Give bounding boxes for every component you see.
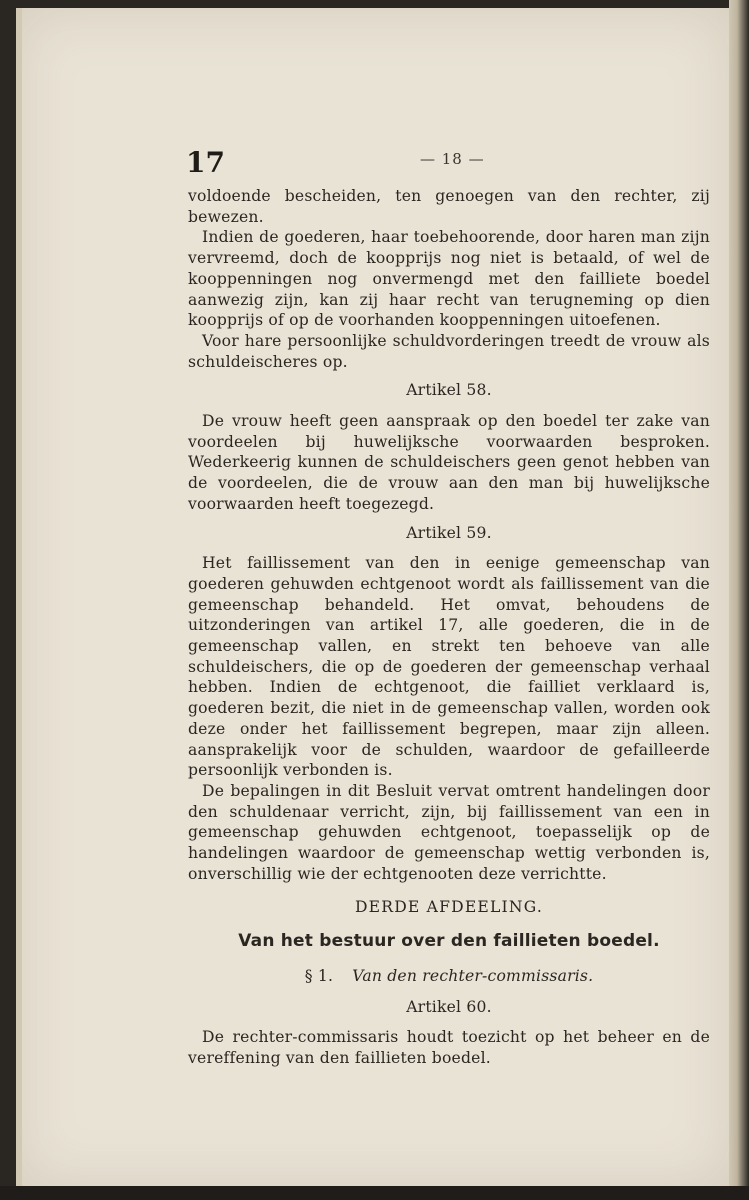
paragraph-title: Van den rechter-commissaris.	[352, 966, 594, 985]
paragraph-mark: § 1.	[304, 966, 334, 985]
article-text: De rechter-commissaris houdt toezicht op het beheer en de vereffening van den faillieten boedel.	[188, 1028, 710, 1068]
article-text: De bepalingen in dit Besluit vervat omtrent handelingen door den schuldenaar verricht, zijn, bij faillissement van een in gemeenschap gehuwden echtgenoot, toepasselijk op de handelingen waardoor de gemeenschap wettig verbonden is, onverschillig wie der echtgenooten deze verrichtte.	[188, 781, 710, 883]
paragraph: Voor hare persoonlijke schuldvorderingen treedt de vrouw als schuldeischeres op.	[188, 331, 710, 371]
article-heading: Artikel 60.	[406, 997, 492, 1016]
page-gutter	[16, 8, 22, 1188]
article-heading: Artikel 58.	[406, 381, 492, 400]
page-edge	[729, 0, 749, 1200]
paragraph: voldoende bescheiden, ten genoegen van den rechter, zij bewezen.	[188, 187, 710, 226]
paragraph-heading	[188, 966, 710, 987]
paragraph: Indien de goederen, haar toebehoorende, door haren man zijn vervreemd, doch de koopprijs nog niet is betaald, of wel de kooppenningen nog onvermengd met den failliete boedel aanwezig zijn, kan zij haar recht van terugneming op dien koopprijs of op de voorhanden kooppenningen uitoefenen.	[188, 228, 710, 330]
signature-mark: 17	[186, 146, 225, 179]
article-text: Het faillissement van den in eenige gemeenschap van goederen gehuwden echtgenoot wordt als faillissement van die gemeenschap behandeld. Het omvat, behoudens de uitzonderingen van artikel 17, alle goederen, die in de gemeenschap vallen, en strekt ten behoeve van alle schuldeischers, die op de goederen der gemeenschap verhaal hebben. Indien de echtgenoot, die failliet verklaard is, goederen bezit, die niet in de gemeenschap vallen, worden ook deze onder het faillissement begrepen, maar zijn alleen. aansprakelijk voor de schulden, waardoor de gefailleerde persoonlijk verbonden is.	[188, 554, 710, 780]
article-heading: Artikel 59.	[406, 523, 492, 542]
section-subtitle: Van het bestuur over den faillieten boedel.	[238, 931, 660, 952]
article-text: De vrouw heeft geen aanspraak op den boedel ter zake van voordeelen bij huwelijksche voorwaarden besproken. Wederkeerig kunnen de schuldeischers geen genot hebben van de voordeelen, die de vrouw aan den man bij huwelijksche voorwaarden heeft toegezegd.	[188, 412, 710, 513]
page-text	[188, 186, 710, 1069]
scan-border	[0, 1186, 749, 1200]
section-heading: DERDE AFDEELING.	[354, 897, 544, 916]
page-number: — 18 —	[420, 150, 485, 168]
